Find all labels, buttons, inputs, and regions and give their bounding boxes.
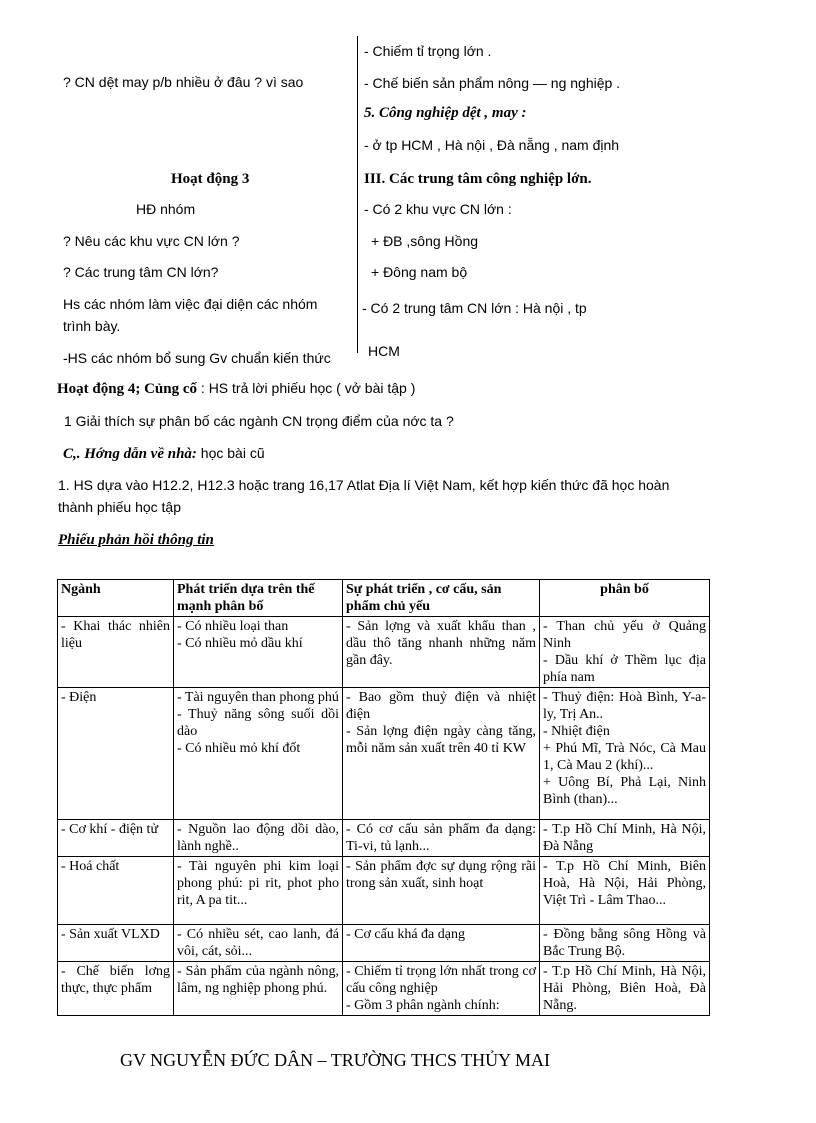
right-line-8: + Đông nam bộ [371, 264, 468, 280]
homework-text: học bài cũ [196, 445, 265, 461]
cell-text: + Phú Mĩ, Trà Nóc, Cà Mau 1, Cà Mau 2 (khí)... [543, 741, 706, 773]
table-cell [174, 688, 343, 820]
table-cell [58, 688, 174, 820]
header-phan-bo: phân bố [540, 580, 710, 617]
table-row [58, 925, 710, 962]
cell-text: - Dầu khí ở Thềm lục địa phía nam [543, 653, 706, 685]
cell-text: - Đồng bằng sông Hồng và Bắc Trung Bộ. [543, 927, 706, 959]
cell-text: - Sản phẩm đợc sự dụng rộng rãi trong sản xuất, sinh hoạt [346, 859, 536, 891]
cell-text: - Than chủ yếu ở Quảng Ninh [543, 619, 706, 651]
cell-text: - Có nhiều mỏ dầu khí [177, 636, 303, 651]
homework-line [63, 445, 265, 463]
cell-text: - Sản xuất VLXD [61, 927, 160, 942]
table-row [58, 962, 710, 1016]
cell-text: - Tài nguyên than phong phú [177, 690, 339, 705]
cell-text: - Cơ cấu khá đa dạng [346, 927, 465, 942]
table-title: Phiếu phản hồi thông tin [58, 532, 214, 548]
cell-text: - Nhiệt điện [543, 724, 610, 739]
table-cell [343, 925, 540, 962]
header-su-phat-trien: Sự phát triển , cơ cấu, sản phẩm chủ yếu [343, 580, 540, 617]
right-line-10: HCM [368, 343, 400, 359]
group-activity-label: HĐ nhóm [136, 201, 196, 217]
cell-text: - Khai thác nhiên liệu [61, 619, 170, 651]
header-nganh: Ngành [58, 580, 174, 617]
table-cell [540, 925, 710, 962]
cell-text: - Có nhiều sét, cao lanh, đá vôi, cát, sỏi... [177, 927, 339, 959]
group-work-line-2: trình bày. [63, 318, 121, 334]
table-row [58, 617, 710, 688]
section-5-heading: 5. Công nghiệp dệt , may : [364, 105, 527, 121]
question-trung-tam: ? Các trung tâm CN lớn? [63, 264, 219, 280]
table-cell [174, 962, 343, 1016]
group-work-line-3: -HS các nhóm bổ sung Gv chuẩn kiến thức [63, 350, 331, 366]
right-line-7: + ĐB ,sông Hồng [371, 233, 479, 249]
cell-text: - Sản lợng và xuất khẩu than , dầu thô tăng nhanh những năm gần đây. [346, 619, 536, 668]
cell-text: - Thuỷ điện: Hoà Bình, Y-a-ly, Trị An.. [543, 690, 706, 722]
cell-text: - Hoá chất [61, 859, 120, 874]
table-cell [343, 820, 540, 857]
table-cell [174, 925, 343, 962]
homework-label: C,. Hớng dẫn về nhà: [63, 446, 197, 462]
cell-text: - T.p Hồ Chí Minh, Hà Nội, Hải Phòng, Biên Hoà, Đà Nẵng. [543, 964, 706, 1013]
cell-text: - T.p Hồ Chí Minh, Biên Hoà, Hà Nội, Hải Phòng, Việt Trì - Lâm Thao... [543, 859, 706, 908]
activity-4-line [57, 380, 415, 398]
table-cell [540, 820, 710, 857]
activity-3-title: Hoạt động 3 [171, 171, 250, 187]
cell-text: - Nguồn lao động dồi dào, lành nghề.. [177, 822, 339, 854]
column-divider [357, 36, 358, 353]
cell-text: - Bao gồm thuỷ điện và nhiệt điện [346, 690, 536, 722]
activity-4-text: : HS trả lời phiếu học ( vở bài tập ) [197, 380, 416, 396]
activity-4-label: Hoạt động 4; Củng cố [57, 381, 198, 397]
cell-text: - Chiếm tỉ trọng lớn nhất trong cơ cấu công nghiệp [346, 964, 536, 996]
section-III-heading: III. Các trung tâm công nghiệp lớn. [364, 171, 592, 187]
table-cell [58, 962, 174, 1016]
table-cell [174, 820, 343, 857]
cell-text: - Tài nguyên phi kim loại phong phú: pi rit, phot pho rit, A pa tit... [177, 859, 339, 908]
cell-text: - Điện [61, 690, 97, 705]
table-header-row [58, 580, 710, 617]
cell-text: + Uông Bí, Phả Lại, Ninh Bình (than)... [543, 775, 706, 807]
table-cell [343, 688, 540, 820]
table-cell [58, 820, 174, 857]
instruction-line-1: 1. HS dựa vào H12.2, H12.3 hoặc trang 16,17 Atlat Địa lí Việt Nam, kết hợp kiến thức đã học hoàn [58, 477, 670, 493]
group-work-line-1: Hs các nhóm làm việc đại diện các nhóm [63, 296, 318, 312]
cell-text: - Sản lợng điện ngày càng tăng, mỗi năm sản xuất trên 40 tỉ KW [346, 724, 536, 756]
table-cell [540, 688, 710, 820]
table-cell [58, 925, 174, 962]
cell-text: - Có nhiều mỏ khí đốt [177, 741, 301, 756]
cell-text: - Sản phẩm của ngành nông, lâm, ng nghiệp phong phú. [177, 964, 339, 996]
table-row [58, 820, 710, 857]
cell-text: - Gồm 3 phân ngành chính: [346, 998, 500, 1013]
question-dệt-may: ? CN dệt may p/b nhiều ở đâu ? vì sao [63, 74, 304, 90]
cell-text: - Có nhiều loại than [177, 619, 289, 634]
right-line-9: - Có 2 trung tâm CN lớn : Hà nội , tp [362, 300, 587, 316]
right-line-6: - Có 2 khu vực CN lớn : [364, 201, 512, 217]
table-cell [540, 617, 710, 688]
question-khu-vuc: ? Nêu các khu vực CN lớn ? [63, 233, 240, 249]
cell-text: - Có cơ cấu sản phẩm đa dạng: Ti-vi, tủ lạnh... [346, 822, 536, 854]
header-phat-trien: Phát triển dựa trên thế mạnh phân bố [174, 580, 343, 617]
table-cell [174, 617, 343, 688]
table-cell [540, 962, 710, 1016]
cell-text: - Chế biến lơng thực, thực phẩm [61, 964, 170, 996]
table-cell [343, 962, 540, 1016]
table-cell [343, 857, 540, 925]
cell-text: - Cơ khí - điện tử [61, 822, 159, 837]
table-cell [540, 857, 710, 925]
table-row [58, 857, 710, 925]
table-row [58, 688, 710, 820]
table-cell [174, 857, 343, 925]
cell-text: - Thuỷ năng sông suối dồi dào [177, 707, 339, 739]
table-cell [58, 617, 174, 688]
right-line-1: - Chiếm tỉ trọng lớn . [364, 43, 492, 59]
right-line-4: - ở tp HCM , Hà nội , Đà nẵng , nam định [364, 137, 620, 153]
table-cell [343, 617, 540, 688]
info-table [57, 579, 710, 1016]
table-cell [58, 857, 174, 925]
footer-author: GV NGUYỄN ĐỨC DÂN – TRƯỜNG THCS THỦY MAI [120, 1050, 550, 1070]
right-line-2: - Chế biến sản phẩm nông — ng nghiệp . [364, 75, 621, 91]
instruction-line-2: thành phiếu học tập [58, 499, 181, 515]
cell-text: - T.p Hồ Chí Minh, Hà Nội, Đà Nẵng [543, 822, 706, 854]
review-question: 1 Giải thích sự phân bố các ngành CN trọng điểm của nớc ta ? [64, 413, 454, 429]
